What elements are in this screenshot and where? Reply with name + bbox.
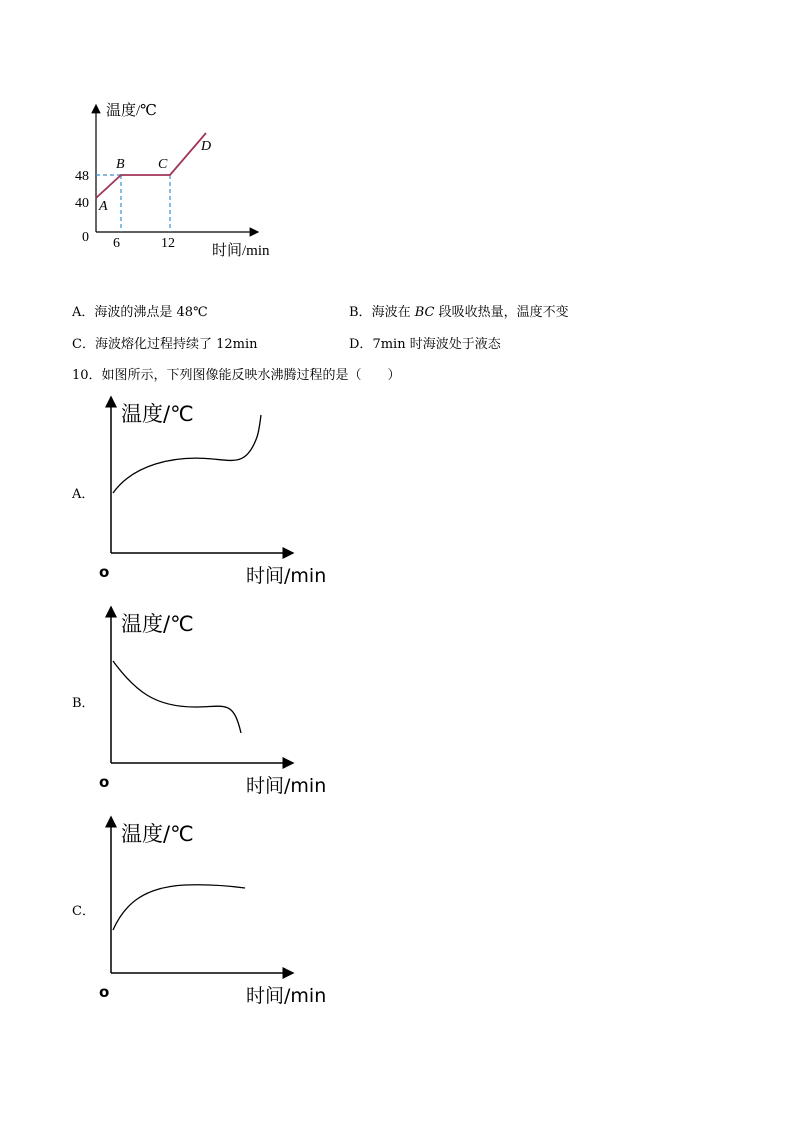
option-text-italic: BC xyxy=(414,305,435,320)
option-d xyxy=(349,333,501,352)
graph-c xyxy=(95,813,355,1013)
option-letter: A． xyxy=(72,305,95,320)
y-axis-label: 温度/℃ xyxy=(121,822,194,846)
graph-c-label: C． xyxy=(72,904,95,919)
graph-b xyxy=(95,603,355,803)
y-axis-label: 温度/℃ xyxy=(121,402,194,426)
point-b-label: B xyxy=(116,157,125,172)
x-axis-label: 时间/min xyxy=(212,243,270,259)
question-10-stem: 10．如图所示，下列图像能反映水沸腾过程的是（ ） xyxy=(72,368,401,383)
origin-label: o xyxy=(99,983,110,1001)
origin-label: o xyxy=(99,563,110,581)
option-c xyxy=(72,333,258,352)
option-text: 海波在 xyxy=(371,305,415,320)
option-letter: D． xyxy=(349,337,373,352)
curve-a-line xyxy=(113,415,261,493)
option-text: 海波的沸点是 48℃ xyxy=(94,305,208,320)
graph-a-label: A． xyxy=(72,487,95,502)
curve-a-main xyxy=(113,415,261,493)
x-axis-label: 时间/min xyxy=(246,985,327,1007)
y-axis-label: 温度/℃ xyxy=(121,612,194,636)
curve-c-main xyxy=(113,885,245,930)
option-b xyxy=(349,301,569,320)
x-axis-label: 时间/min xyxy=(246,565,327,587)
curve-b-main xyxy=(113,661,241,733)
option-letter: B． xyxy=(349,305,372,320)
option-a xyxy=(72,301,208,320)
option-text-post: 段吸收热量，温度不变 xyxy=(434,305,569,320)
temperature-curve xyxy=(96,133,206,198)
origin-label: 0 xyxy=(82,230,89,245)
y-axis-label: 温度/℃ xyxy=(106,103,157,119)
graph-a xyxy=(95,393,355,593)
origin-label: o xyxy=(99,773,110,791)
graph-b-label: B． xyxy=(72,696,95,711)
x-tick-12: 12 xyxy=(161,236,175,251)
melting-curve-figure xyxy=(70,95,310,265)
point-c-label: C xyxy=(158,157,168,172)
point-a-label: A xyxy=(99,199,108,214)
x-tick-6: 6 xyxy=(113,236,120,251)
y-tick-40: 40 xyxy=(75,196,89,211)
option-letter: C． xyxy=(72,337,95,352)
x-axis-label: 时间/min xyxy=(246,775,327,797)
option-text: 海波熔化过程持续了 12min xyxy=(94,337,258,352)
curve-a xyxy=(113,439,263,493)
y-tick-48: 48 xyxy=(75,169,89,184)
point-d-label: D xyxy=(201,139,212,154)
option-text: 7min 时海波处于液态 xyxy=(372,337,501,352)
